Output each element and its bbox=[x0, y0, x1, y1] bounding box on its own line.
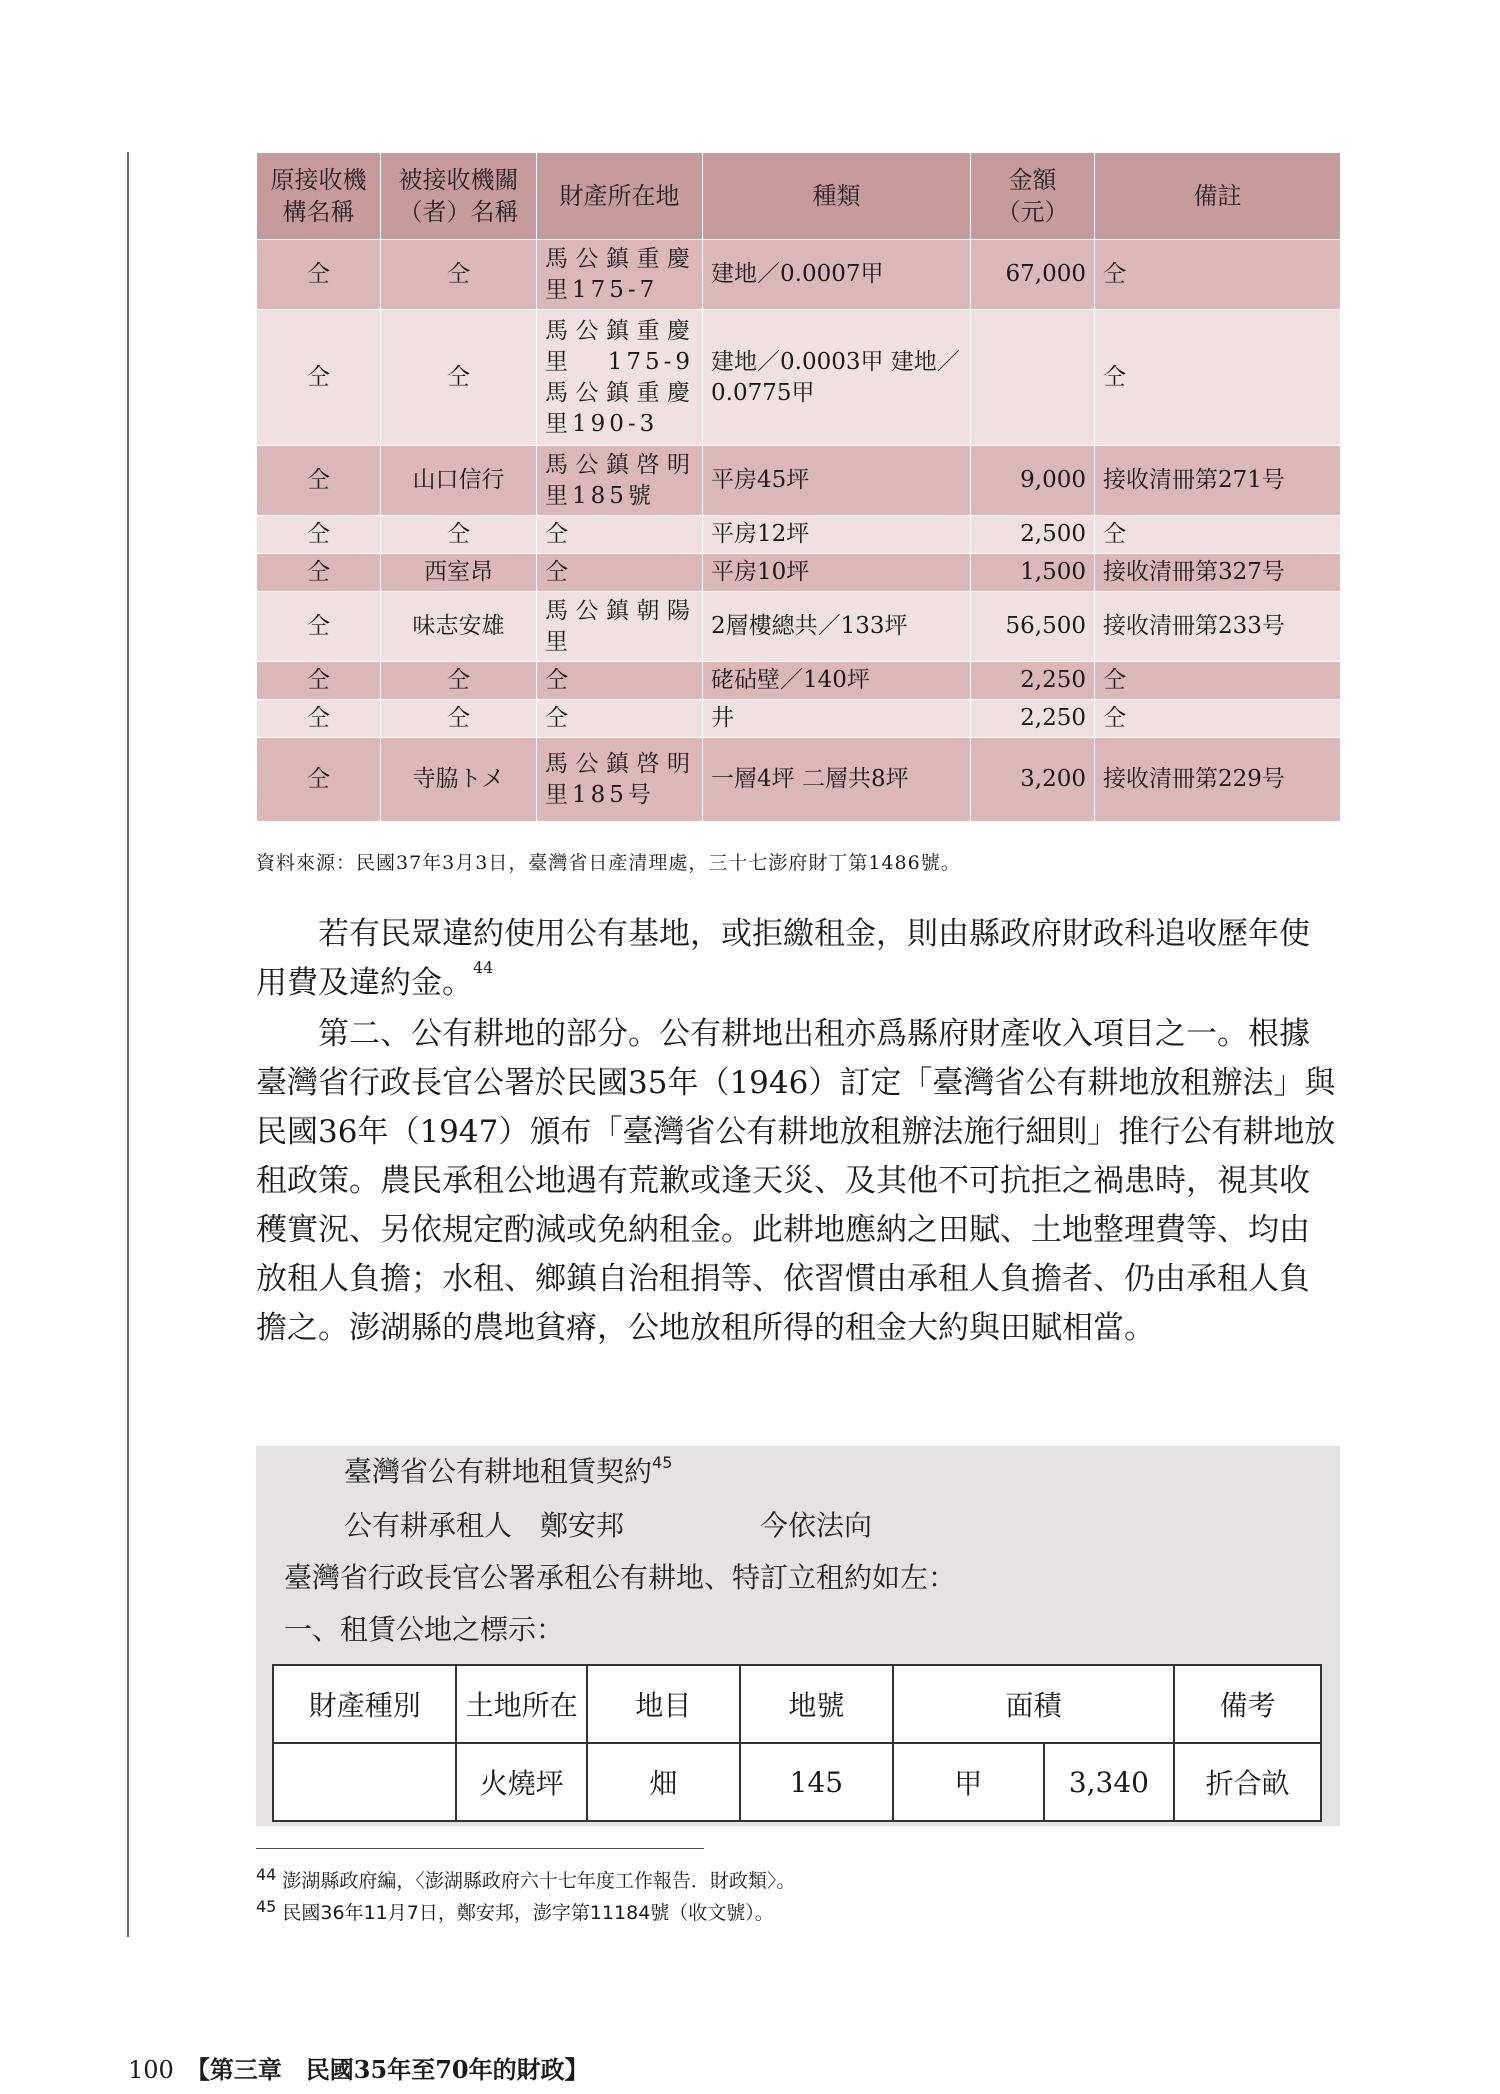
cell-agency: 仝 bbox=[257, 516, 381, 554]
cell-note: 仝 bbox=[1095, 700, 1341, 738]
table-row bbox=[257, 446, 1341, 516]
footnote-number: 44 bbox=[256, 1865, 277, 1884]
cell-kind: 平房10坪 bbox=[703, 554, 971, 592]
chapter-title: 【第三章 民國35年至70年的財政】 bbox=[185, 2055, 589, 2084]
paragraph-1 bbox=[256, 910, 1340, 1008]
contract-clause: 臺灣省行政長官公署承租公有耕地、特訂立租約如左： bbox=[284, 1561, 957, 1594]
cell-amount bbox=[971, 310, 1095, 446]
cell-agency: 仝 bbox=[257, 554, 381, 592]
confiscated-property-table bbox=[256, 152, 1341, 822]
cell-agency: 仝 bbox=[257, 446, 381, 516]
cell-note: 接收清冊第229号 bbox=[1095, 738, 1341, 822]
cell-location: 仝 bbox=[537, 662, 703, 700]
cell-recipient: 味志安雄 bbox=[381, 592, 537, 662]
cell-note: 仝 bbox=[1095, 240, 1341, 310]
cell-agency: 仝 bbox=[257, 240, 381, 310]
cell-recipient: 山口信行 bbox=[381, 446, 537, 516]
cell-agency: 仝 bbox=[257, 700, 381, 738]
cell-location: 馬公鎮重慶里175-9 馬公鎮重慶里190-3 bbox=[537, 310, 703, 446]
cell-recipient: 仝 bbox=[381, 700, 537, 738]
leased-land-row bbox=[273, 1743, 1321, 1821]
paragraph-2: 第二、公有耕地的部分。公有耕地出租亦爲縣府財產收入項目之一。根據臺灣省行政長官公署於民國35年（1946）訂定「臺灣省公有耕地放租辦法」與民國36年（1947）頒布「臺灣省公有耕地放租辦法施行細則」推行公有耕地放租政策。農民承租公地遇有荒歉或逢天災、及其他不可抗拒之禍患時，視其收穫實況、另依規定酌減或免納租金。此耕地應納之田賦、土地整理費等、均由放租人負擔；水租、鄉鎮自治租捐等、依習慣由承租人負擔者、仍由承租人負擔之。澎湖縣的農地貧瘠，公地放租所得的租金大約與田賦相當。 bbox=[256, 1016, 1336, 1346]
cell-kind: 一層4坪 二層共8坪 bbox=[703, 738, 971, 822]
cell-note: 仝 bbox=[1095, 310, 1341, 446]
cell-recipient: 仝 bbox=[381, 662, 537, 700]
cell-land-category: 畑 bbox=[587, 1743, 740, 1821]
table-row bbox=[257, 592, 1341, 662]
header-original-agency: 原接收機構名稱 bbox=[257, 153, 381, 240]
table-row bbox=[257, 516, 1341, 554]
footnote-divider bbox=[256, 1848, 704, 1849]
cell-location: 馬公鎮重慶里175-7 bbox=[537, 240, 703, 310]
cell-agency: 仝 bbox=[257, 310, 381, 446]
cell-kind: 建地／0.0003甲 建地／0.0775甲 bbox=[703, 310, 971, 446]
cell-location: 仝 bbox=[537, 516, 703, 554]
cell-kind: 井 bbox=[703, 700, 971, 738]
footnote-text: 民國36年11月7日，鄭安邦，澎字第11184號（收文號）。 bbox=[282, 1902, 774, 1924]
cell-note: 接收清冊第233号 bbox=[1095, 592, 1341, 662]
table-row bbox=[257, 738, 1341, 822]
footnote-44 bbox=[256, 1866, 795, 1893]
cell-amount: 2,250 bbox=[971, 700, 1095, 738]
cell-kind: 建地／0.0007甲 bbox=[703, 240, 971, 310]
cell-amount: 9,000 bbox=[971, 446, 1095, 516]
cell-amount: 3,200 bbox=[971, 738, 1095, 822]
cell-recipient: 寺脇トメ bbox=[381, 738, 537, 822]
cell-recipient: 西室昂 bbox=[381, 554, 537, 592]
cell-note: 仝 bbox=[1095, 662, 1341, 700]
cell-note: 接收清冊第327号 bbox=[1095, 554, 1341, 592]
table-row bbox=[257, 700, 1341, 738]
cell-recipient: 仝 bbox=[381, 310, 537, 446]
contract-lessee-line: 公有耕承租人 鄭安邦 bbox=[344, 1509, 625, 1542]
cell-recipient: 仝 bbox=[381, 516, 537, 554]
footnote-number: 45 bbox=[256, 1897, 277, 1916]
cell-kind: 平房12坪 bbox=[703, 516, 971, 554]
footnote-ref-44[interactable]: 44 bbox=[473, 958, 494, 977]
table-row bbox=[257, 554, 1341, 592]
header-area: 面積 bbox=[893, 1665, 1174, 1743]
lease-contract-excerpt bbox=[256, 1446, 1340, 1826]
header-property-kind: 財產種別 bbox=[273, 1665, 456, 1743]
table-row bbox=[257, 240, 1341, 310]
cell-agency: 仝 bbox=[257, 592, 381, 662]
cell-location: 仝 bbox=[537, 700, 703, 738]
cell-location: 仝 bbox=[537, 554, 703, 592]
cell-agency: 仝 bbox=[257, 738, 381, 822]
header-kind: 種類 bbox=[703, 153, 971, 240]
cell-location: 馬公鎮朝陽里 bbox=[537, 592, 703, 662]
header-lot-number: 地號 bbox=[740, 1665, 893, 1743]
header-land-location: 土地所在 bbox=[456, 1665, 586, 1743]
cell-recipient: 仝 bbox=[381, 240, 537, 310]
header-land-category: 地目 bbox=[587, 1665, 740, 1743]
page-footer bbox=[128, 2050, 589, 2085]
cell-area-unit: 甲 bbox=[893, 1743, 1044, 1821]
cell-location: 馬公鎮啓明里185號 bbox=[537, 446, 703, 516]
contract-title bbox=[344, 1454, 672, 1490]
cell-property-kind bbox=[273, 1743, 456, 1821]
header-location: 財產所在地 bbox=[537, 153, 703, 240]
table-row bbox=[257, 310, 1341, 446]
footnote-ref-45[interactable]: 45 bbox=[652, 1453, 673, 1472]
footnote-text: 澎湖縣政府編，〈澎湖縣政府六十七年度工作報告．財政類〉。 bbox=[282, 1870, 796, 1892]
contract-item-heading: 一、租賃公地之標示： bbox=[284, 1613, 565, 1646]
cell-amount: 56,500 bbox=[971, 592, 1095, 662]
table-header-row bbox=[257, 153, 1341, 240]
cell-land-location: 火燒坪 bbox=[456, 1743, 586, 1821]
contract-title-text: 臺灣省公有耕地租賃契約 bbox=[344, 1455, 653, 1488]
cell-kind: 硓砧壁／140坪 bbox=[703, 662, 971, 700]
cell-note: 仝 bbox=[1095, 516, 1341, 554]
header-amount: 金額（元） bbox=[971, 153, 1095, 240]
cell-kind: 平房45坪 bbox=[703, 446, 971, 516]
cell-amount: 1,500 bbox=[971, 554, 1095, 592]
cell-location: 馬公鎮啓明里185号 bbox=[537, 738, 703, 822]
header-remarks: 備考 bbox=[1174, 1665, 1321, 1743]
cell-amount: 2,500 bbox=[971, 516, 1095, 554]
table-source-note: 資料來源：民國37年3月3日，臺灣省日產清理處，三十七澎府財丁第1486號。 bbox=[256, 852, 961, 874]
footnote-45 bbox=[256, 1898, 774, 1925]
cell-kind: 2層樓總共／133坪 bbox=[703, 592, 971, 662]
header-note: 備註 bbox=[1095, 153, 1341, 240]
cell-area-value: 3,340 bbox=[1044, 1743, 1175, 1821]
leased-land-table bbox=[272, 1664, 1322, 1822]
table-row bbox=[257, 662, 1341, 700]
cell-note: 接收清冊第271号 bbox=[1095, 446, 1341, 516]
cell-lot-number: 145 bbox=[740, 1743, 893, 1821]
cell-agency: 仝 bbox=[257, 662, 381, 700]
cell-amount: 2,250 bbox=[971, 662, 1095, 700]
cell-remarks: 折合畝 bbox=[1174, 1743, 1321, 1821]
contract-lessee-line-end: 今依法向 bbox=[760, 1509, 873, 1542]
margin-rule bbox=[127, 152, 129, 1937]
paragraph-1-text: 若有民眾違約使用公有基地，或拒繳租金，則由縣政府財政科追收歷年使用費及違約金。 bbox=[256, 916, 1310, 1001]
page-number: 100 bbox=[128, 2056, 174, 2084]
header-recipient: 被接收機關（者）名稱 bbox=[381, 153, 537, 240]
cell-amount: 67,000 bbox=[971, 240, 1095, 310]
leased-land-header-row bbox=[273, 1665, 1321, 1743]
